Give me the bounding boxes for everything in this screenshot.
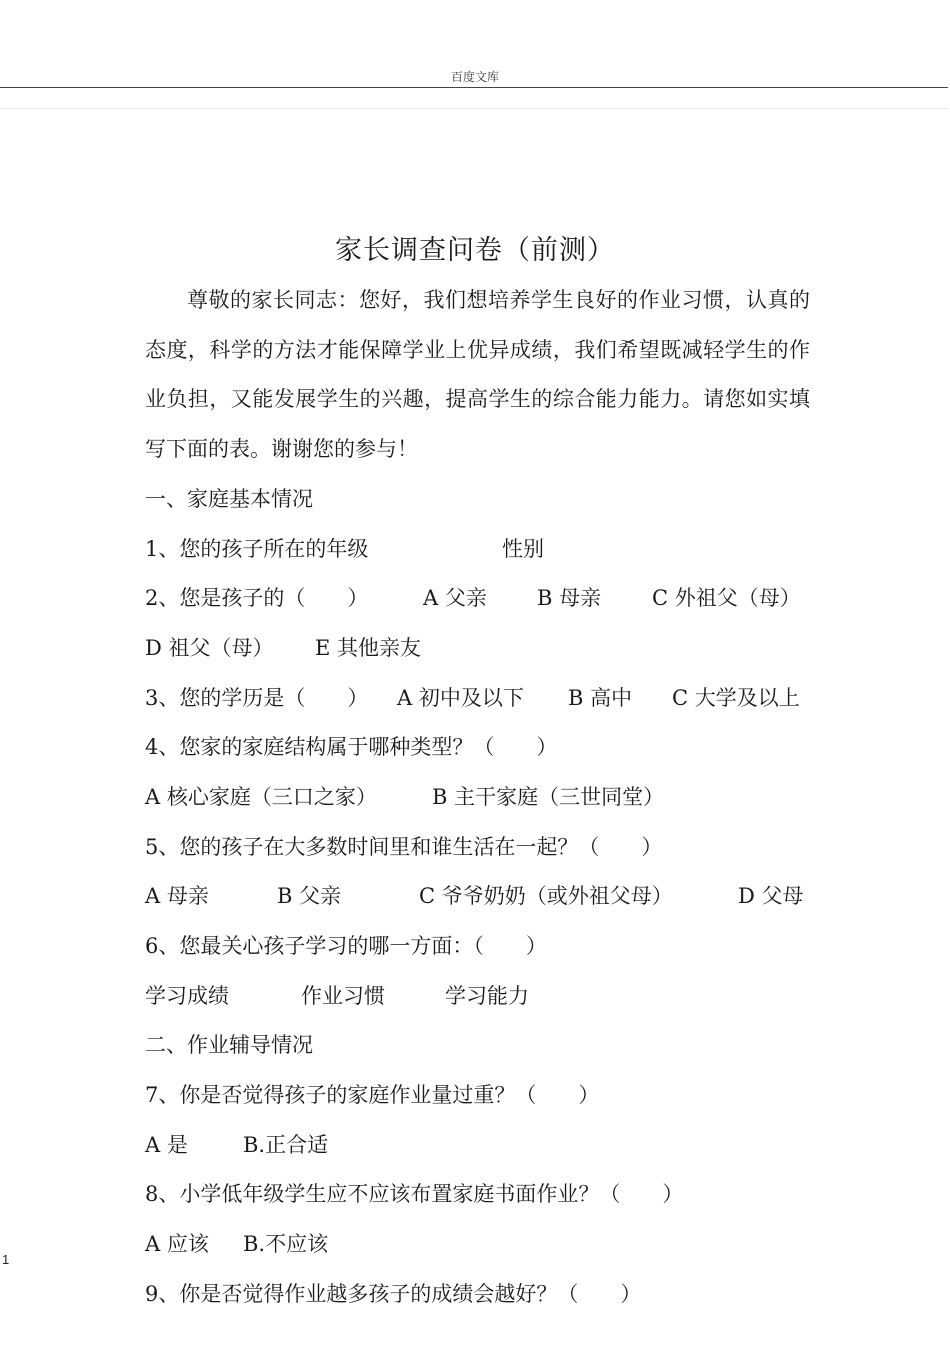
header-rule-light xyxy=(0,108,948,109)
question-9: 9、你是否觉得作业越多孩子的成绩会越好？（ ） xyxy=(145,1281,642,1306)
question-3-option-b: B 高中 xyxy=(568,685,633,710)
page-number: 1 xyxy=(2,1252,10,1267)
question-2-option-e: E 其他亲友 xyxy=(315,635,422,660)
document-title: 家长调查问卷（前测） xyxy=(335,235,615,266)
question-1 xyxy=(145,525,810,575)
question-2-option-c: C 外祖父（母） xyxy=(652,586,801,611)
question-5-option-b: B 父亲 xyxy=(277,884,342,909)
document-body xyxy=(145,276,810,1320)
question-4: 4、您家的家庭结构属于哪种类型？（ ） xyxy=(145,735,558,760)
question-7-option-a: A 是 xyxy=(145,1132,188,1157)
question-3-option-a: A 初中及以下 xyxy=(397,685,524,710)
question-2-text: 2、您是孩子的（ ） xyxy=(145,586,369,611)
header-rule xyxy=(0,87,948,88)
question-8-option-a: A 应该 xyxy=(145,1232,209,1257)
question-2 xyxy=(145,574,810,624)
question-7: 7、你是否觉得孩子的家庭作业量过重？（ ） xyxy=(145,1083,600,1108)
question-7-option-b: B.正合适 xyxy=(243,1132,329,1157)
intro-paragraph: 尊敬的家长同志：您好，我们想培养学生良好的作业习惯，认真的态度，科学的方法才能保障学业上优异成绩，我们希望既减轻学生的作业负担，又能发展学生的兴趣，提高学生的综合能力能力。请您如实填写下面的表。谢谢您的参与！ xyxy=(145,288,810,462)
question-8-option-b: B.不应该 xyxy=(243,1232,329,1257)
question-8-options xyxy=(145,1220,810,1270)
question-6-option-3: 学习能力 xyxy=(445,983,529,1008)
question-3-option-c: C 大学及以上 xyxy=(672,685,800,710)
section-heading-1: 一、家庭基本情况 xyxy=(145,486,313,511)
question-7-options xyxy=(145,1121,810,1171)
question-1-gender-label: 性别 xyxy=(502,536,544,561)
question-4-option-a: A 核心家庭（三口之家） xyxy=(145,784,377,809)
question-6: 6、您最关心孩子学习的哪一方面：（ ） xyxy=(145,934,547,958)
question-3-text: 3、您的学历是（ ） xyxy=(145,685,369,710)
question-5: 5、您的孩子在大多数时间里和谁生活在一起？（ ） xyxy=(145,834,663,859)
question-6-options xyxy=(145,972,810,1022)
question-6-option-1: 学习成绩 xyxy=(145,983,229,1008)
question-8: 8、小学低年级学生应不应该布置家庭书面作业？（ ） xyxy=(145,1182,684,1207)
question-2-continued xyxy=(145,624,810,674)
question-6-option-2: 作业习惯 xyxy=(301,983,385,1008)
question-2-option-d: D 祖父（母） xyxy=(145,635,274,660)
question-5-option-c: C 爷爷奶奶（或外祖父母） xyxy=(419,884,673,909)
question-2-option-a: A 父亲 xyxy=(423,586,487,611)
question-5-option-d: D 父母 xyxy=(738,884,804,909)
question-5-options xyxy=(145,872,810,922)
question-2-option-b: B 母亲 xyxy=(537,586,602,611)
question-3 xyxy=(145,674,810,724)
question-4-option-b: B 主干家庭（三世同堂） xyxy=(432,784,665,809)
question-4-options xyxy=(145,773,810,823)
question-1-text: 1、您的孩子所在的年级 xyxy=(145,536,369,561)
section-heading-2: 二、作业辅导情况 xyxy=(145,1033,313,1058)
question-5-option-a: A 母亲 xyxy=(145,884,209,909)
header-brand: 百度文库 xyxy=(450,70,499,84)
